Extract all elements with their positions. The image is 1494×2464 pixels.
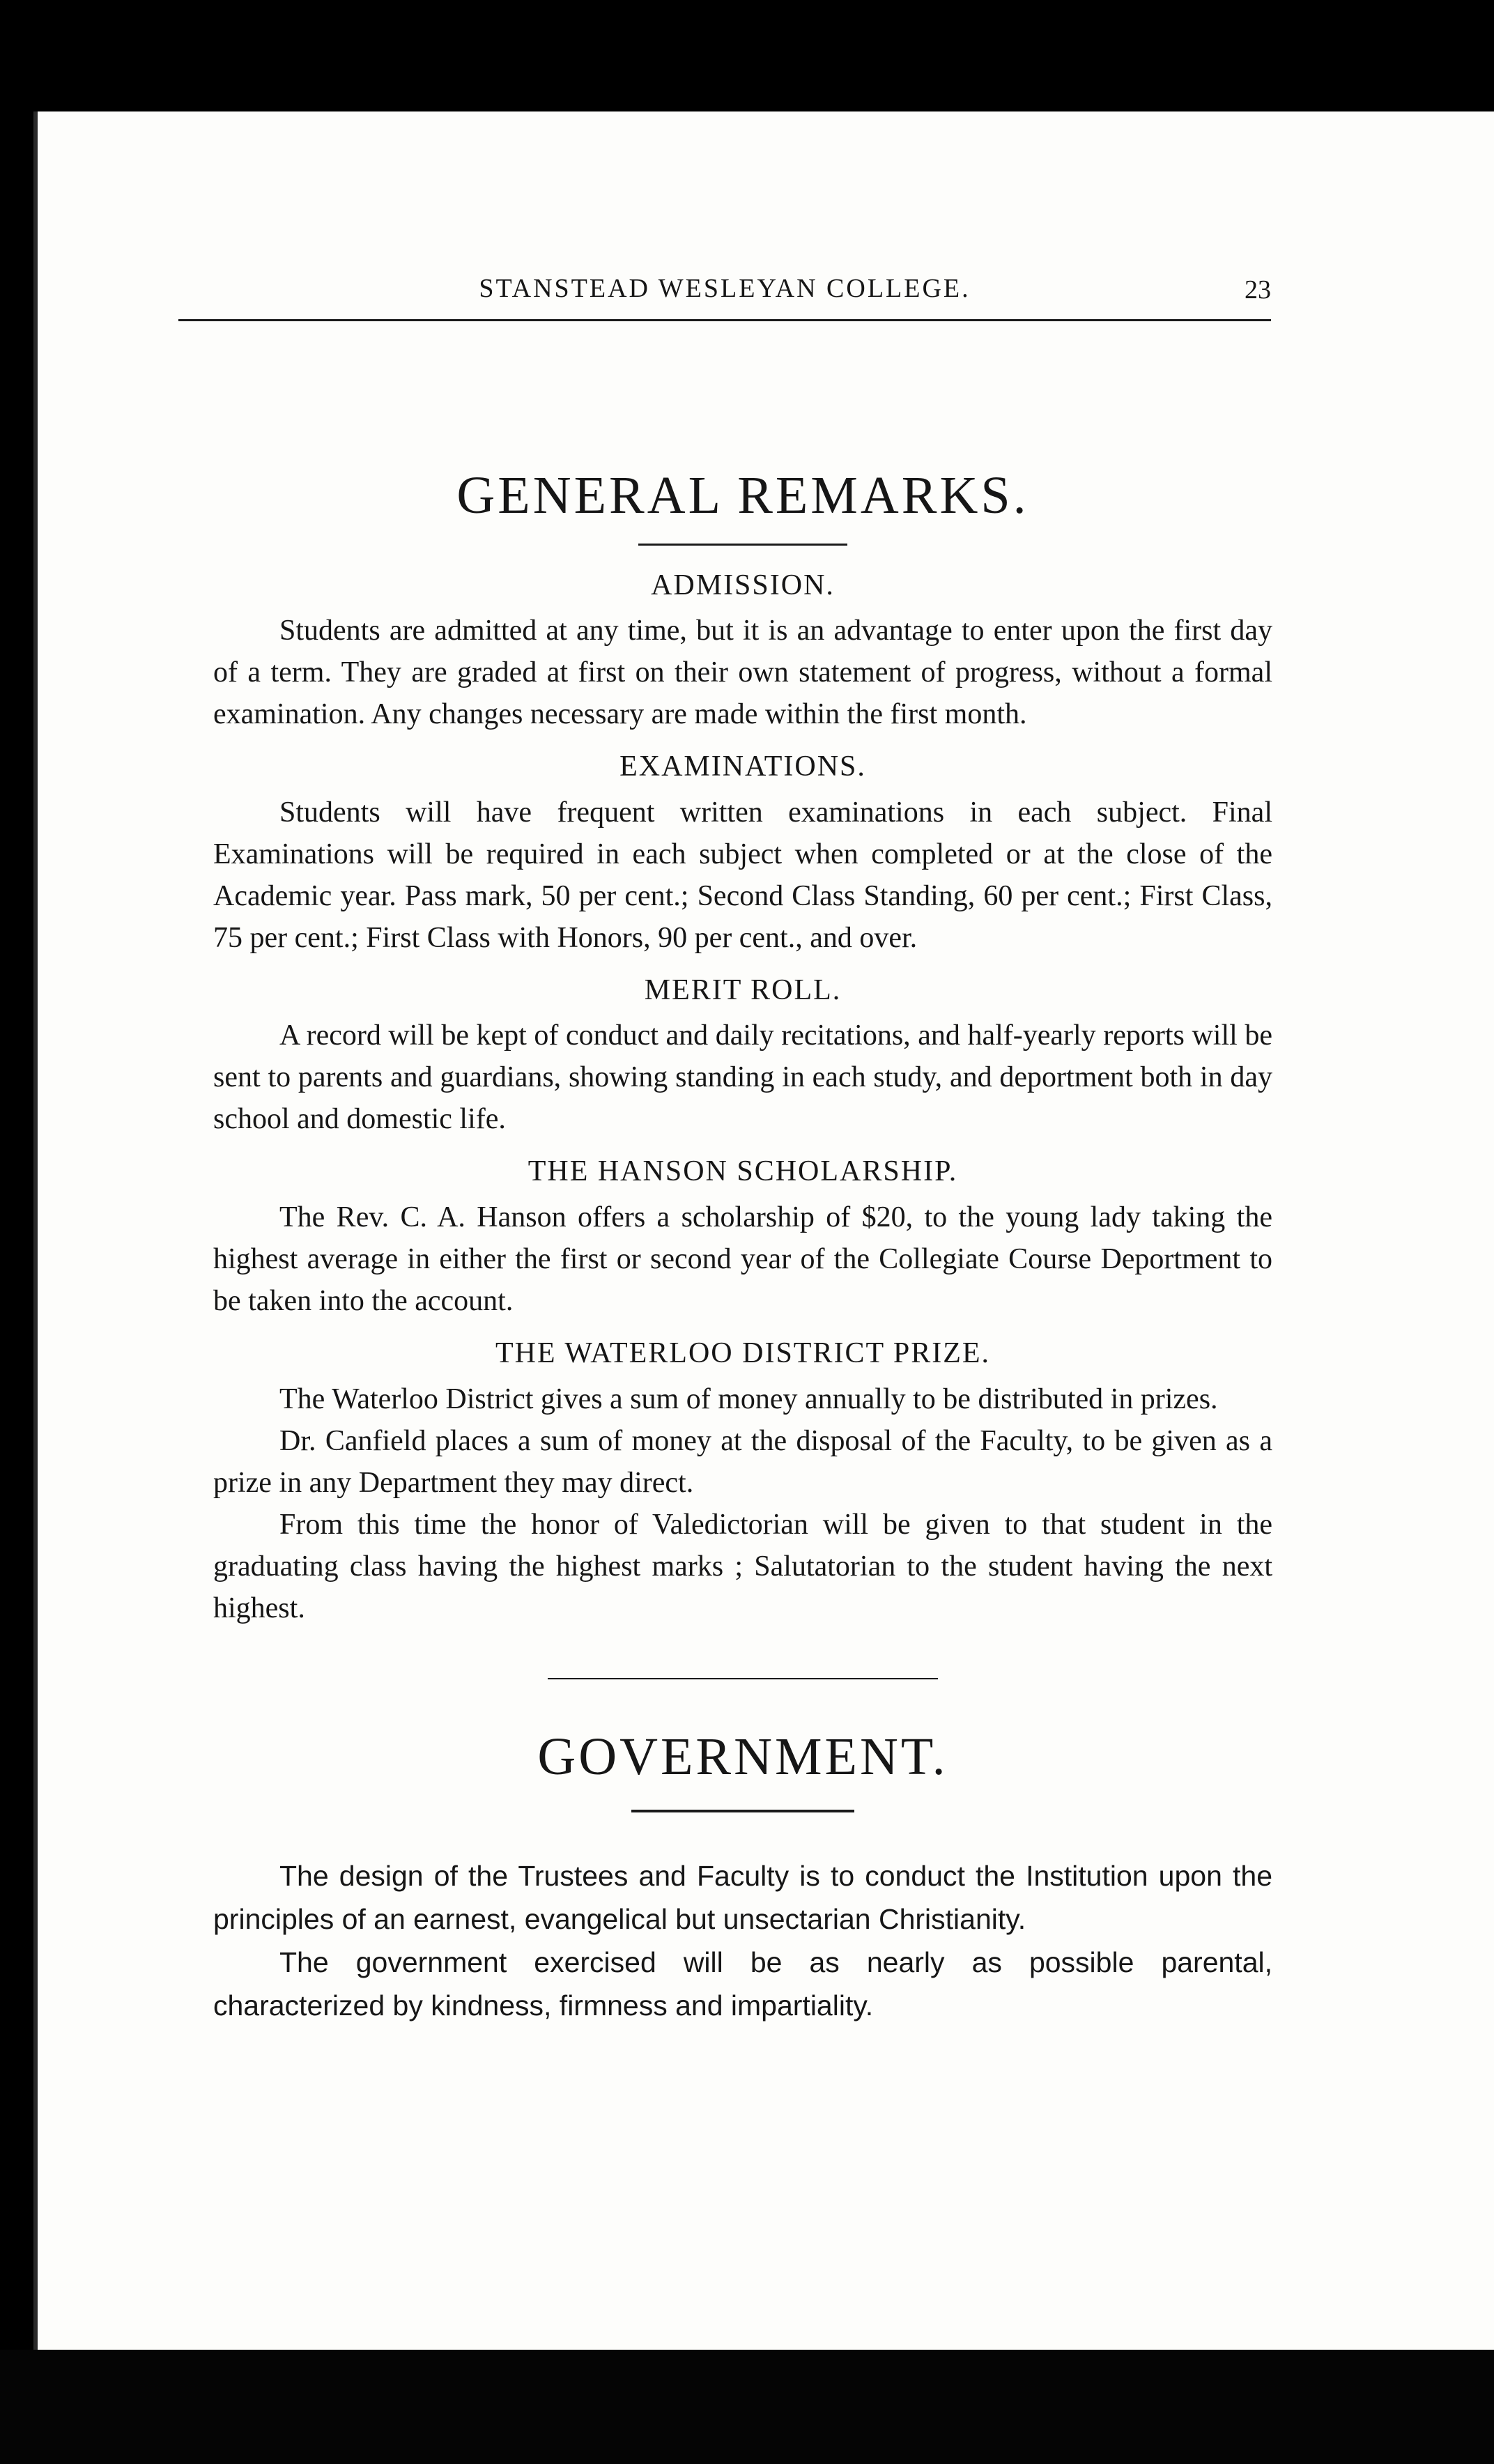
scan-border-bottom [0, 2350, 1494, 2464]
merit-roll-paragraph: A record will be kept of conduct and daily recitations, and half-yearly reports will be sent to parents and guardians, showing standing in each study, and deportment both in day school and domestic life. [213, 1019, 1272, 1136]
government-paragraph-1: The design of the Trustees and Faculty is to conduct the Institution upon the principles of an earnest, evangelical but unsectarian Christianity. [213, 1860, 1272, 1936]
page-content [213, 376, 1272, 2027]
examinations-paragraph: Students will have frequent written examinations in each subject. Final Examinations will be required in each subject when completed or at the close of the Academic year. Pass mark, 50 per cent.; Second Class Standing, 60 per cent.; First Class, 75 per cent.; First Class with Honors, 90 per cent., and over. [213, 796, 1272, 954]
hanson-scholarship-heading: THE HANSON SCHOLARSHIP. [527, 1155, 958, 1188]
canfield-paragraph: Dr. Canfield places a sum of money at the disposal of the Faculty, to be given as a prize in any Department they may direct. [213, 1424, 1272, 1499]
section-separator [548, 1678, 938, 1679]
heading-rule [638, 544, 847, 546]
government-heading: GOVERNMENT. [537, 1727, 948, 1786]
valedictorian-paragraph: From this time the honor of Valedictorian will be given to that student in the graduating class having the highest marks ; Salutatorian to the student having the next highest. [213, 1508, 1272, 1624]
header-rule [178, 319, 1271, 321]
running-title: STANSTEAD WESLEYAN COLLEGE. [479, 274, 971, 303]
running-header [178, 273, 1271, 332]
hanson-scholarship-paragraph: The Rev. C. A. Hanson offers a scholarship of $20, to the young lady taking the highest average in either the first or second year of the Collegiate Course Deportment to be taken into the account. [213, 1201, 1272, 1317]
admission-heading: ADMISSION. [651, 569, 835, 601]
merit-roll-heading: MERIT ROLL. [644, 973, 842, 1006]
government-rule [631, 1810, 854, 1812]
waterloo-prize-heading: THE WATERLOO DISTRICT PRIZE. [495, 1337, 991, 1369]
admission-paragraph: Students are admitted at any time, but it is an advantage to enter upon the first day of a term. They are graded at first on their own statement of progress, without a formal examination. Any changes necessary are made within the first month. [213, 615, 1272, 731]
waterloo-paragraph: The Waterloo District gives a sum of money annually to be distributed in prizes. [279, 1383, 1218, 1415]
government-paragraph-2: The government exercised will be as nearly as possible parental, characterized by kindness, firmness and impartiality. [213, 1946, 1272, 2022]
examinations-heading: EXAMINATIONS. [619, 750, 866, 783]
general-remarks-heading: GENERAL REMARKS. [456, 466, 1029, 525]
page-number: 23 [1245, 275, 1271, 305]
